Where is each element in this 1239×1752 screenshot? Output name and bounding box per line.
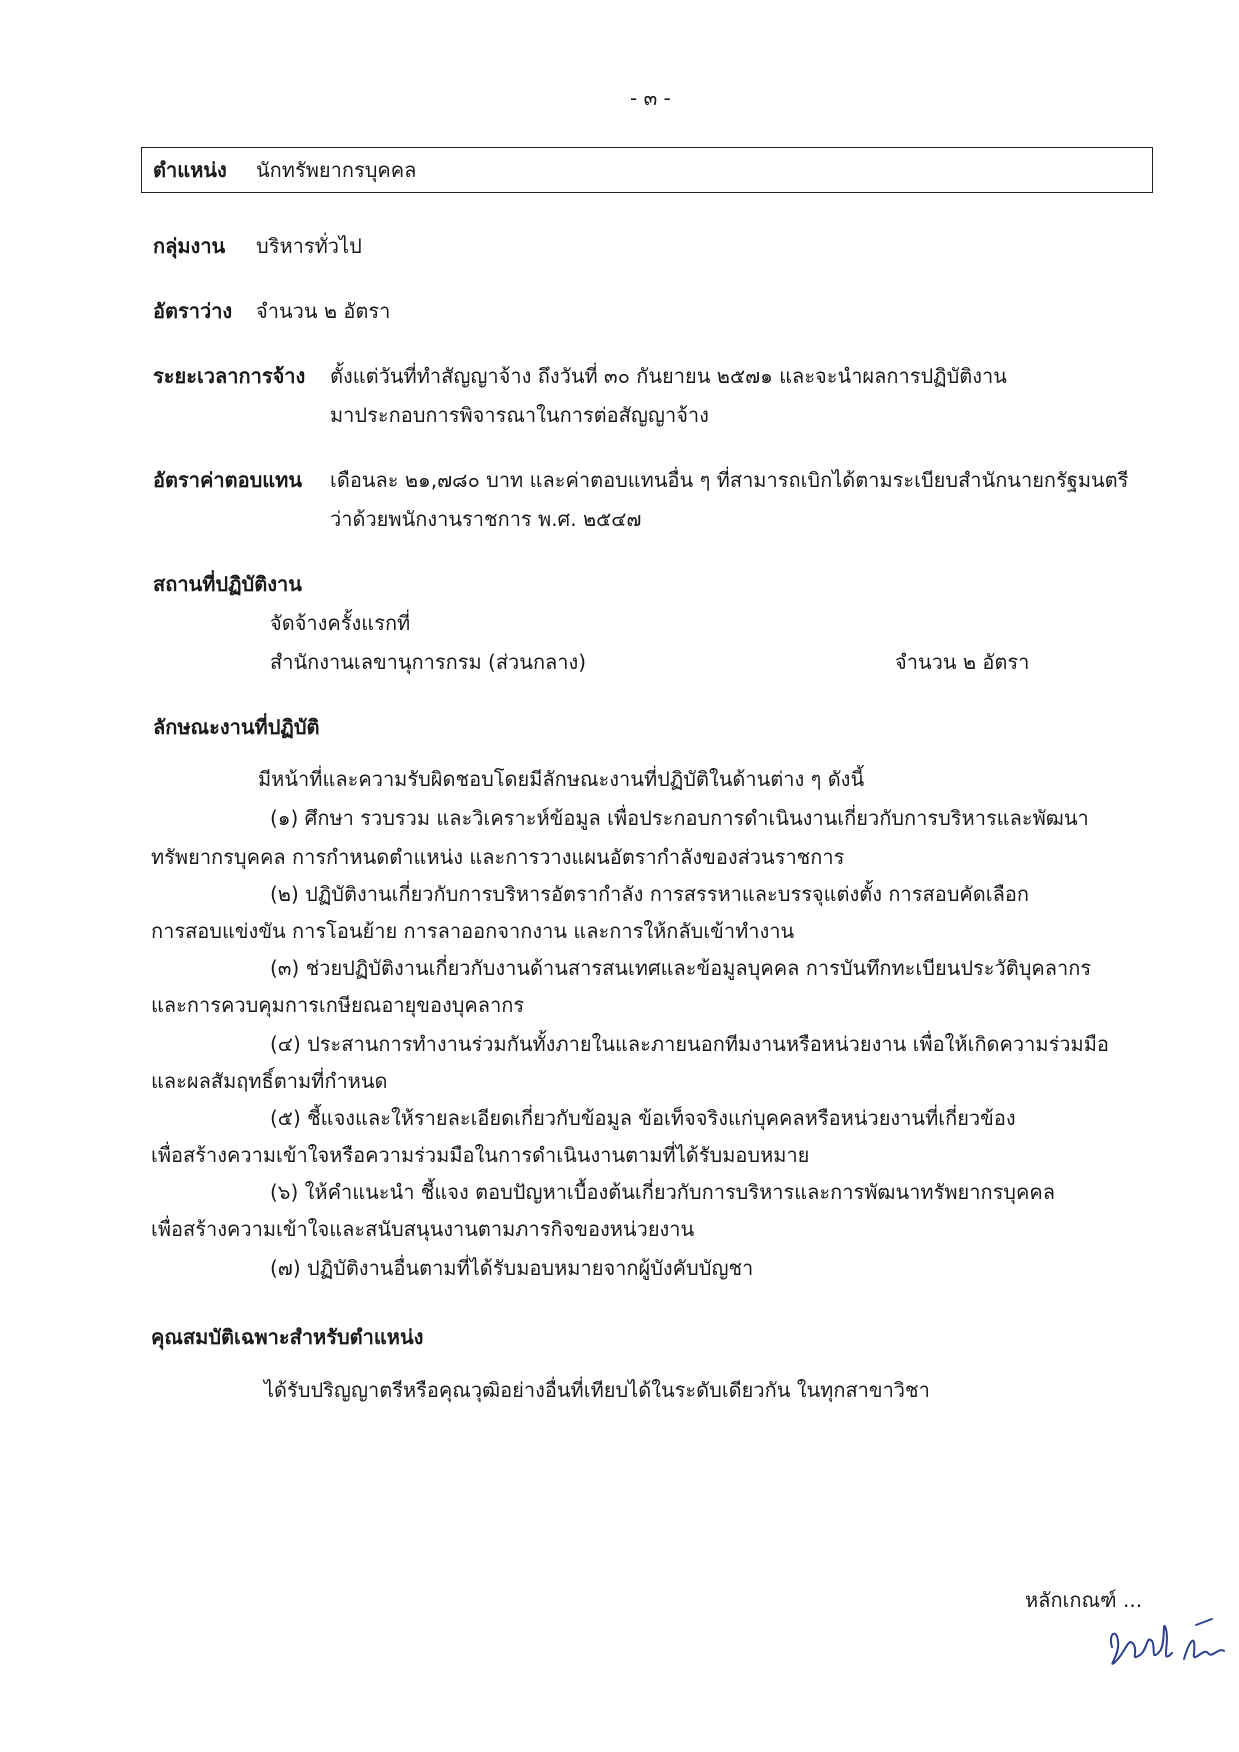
duties-intro: มีหน้าที่และความรับผิดชอบโดยมีลักษณะงานที่ปฏิบัติในด้านต่าง ๆ ดังนี้	[258, 767, 865, 791]
period-line-2: มาประกอบการพิจารณาในการต่อสัญญาจ้าง	[330, 403, 709, 427]
duty-line: ทรัพยากรบุคคล การกำหนดตำแหน่ง และการวางแผนอัตรากำลังของส่วนราชการ	[151, 845, 845, 869]
group-label: กลุ่มงาน	[153, 234, 226, 258]
duty-line: (๔) ประสานการทำงานร่วมกันทั้งภายในและภายนอกทีมงานหรือหน่วยงาน เพื่อให้เกิดความร่วมมือ	[270, 1032, 1109, 1056]
qualification-heading: คุณสมบัติเฉพาะสำหรับตำแหน่ง	[151, 1325, 424, 1349]
duty-line: (๓) ช่วยปฏิบัติงานเกี่ยวกับงานด้านสารสนเทศและข้อมูลบุคคล การบันทึกทะเบียนประวัติบุคลากร	[270, 956, 1092, 980]
duty-line: (๖) ให้คำแนะนำ ชี้แจง ตอบปัญหาเบื้องต้นเกี่ยวกับการบริหารและการพัฒนาทรัพยากรบุคคล	[270, 1180, 1056, 1204]
position-value: นักทรัพยากรบุคคล	[256, 158, 417, 182]
duty-line: และผลสัมฤทธิ์ตามที่กำหนด	[151, 1069, 388, 1093]
period-label: ระยะเวลาการจ้าง	[153, 364, 306, 388]
vacancy-label: อัตราว่าง	[153, 299, 233, 323]
duty-line: (๒) ปฏิบัติงานเกี่ยวกับการบริหารอัตรากำลัง การสรรหาและบรรจุแต่งตั้ง การสอบคัดเลือก	[270, 882, 1029, 906]
duty-line: (๕) ชี้แจงและให้รายละเอียดเกี่ยวกับข้อมูล ข้อเท็จจริงแก่บุคคลหรือหน่วยงานที่เกี่ยวข้อง	[270, 1106, 1016, 1130]
group-value: บริหารทั่วไป	[256, 234, 362, 258]
duties-heading: ลักษณะงานที่ปฏิบัติ	[153, 715, 320, 739]
compensation-line-2: ว่าด้วยพนักงานราชการ พ.ศ. ๒๕๔๗	[330, 507, 642, 531]
position-label: ตำแหน่ง	[153, 158, 227, 182]
continuation-text: หลักเกณฑ์ ...	[1025, 1588, 1143, 1612]
duty-line: (๗) ปฏิบัติงานอื่นตามที่ได้รับมอบหมายจากผู้บังคับบัญชา	[270, 1256, 754, 1280]
workplace-count: จำนวน ๒ อัตรา	[895, 650, 1030, 674]
duty-line: และการควบคุมการเกษียณอายุของบุคลากร	[151, 993, 525, 1017]
duty-line: การสอบแข่งขัน การโอนย้าย การลาออกจากงาน และการให้กลับเข้าทำงาน	[151, 919, 795, 943]
period-line-1: ตั้งแต่วันที่ทำสัญญาจ้าง ถึงวันที่ ๓๐ กันยายน ๒๕๗๑ และจะนำผลการปฏิบัติงาน	[330, 364, 1007, 388]
compensation-line-1: เดือนละ ๒๑,๗๘๐ บาท และค่าตอบแทนอื่น ๆ ที่สามารถเบิกได้ตามระเบียบสำนักนายกรัฐมนตรี	[330, 468, 1129, 492]
compensation-label: อัตราค่าตอบแทน	[153, 468, 303, 492]
workplace-sub: จัดจ้างครั้งแรกที่	[270, 611, 411, 635]
workplace-heading: สถานที่ปฏิบัติงาน	[153, 572, 302, 596]
duty-line: เพื่อสร้างความเข้าใจหรือความร่วมมือในการดำเนินงานตามที่ได้รับมอบหมาย	[151, 1143, 810, 1167]
workplace-office: สำนักงานเลขานุการกรม (ส่วนกลาง)	[270, 650, 587, 674]
duty-line: เพื่อสร้างความเข้าใจและสนับสนุนงานตามภารกิจของหน่วยงาน	[151, 1217, 695, 1241]
qualification-text: ได้รับปริญญาตรีหรือคุณวุฒิอย่างอื่นที่เทียบได้ในระดับเดียวกัน ในทุกสาขาวิชา	[264, 1378, 930, 1402]
page-number: - ๓ -	[630, 86, 671, 110]
vacancy-value: จำนวน ๒ อัตรา	[256, 299, 391, 323]
signature-mark	[1100, 1605, 1230, 1685]
duty-line: (๑) ศึกษา รวบรวม และวิเคราะห์ข้อมูล เพื่อประกอบการดำเนินงานเกี่ยวกับการบริหารและพัฒนา	[270, 806, 1089, 830]
